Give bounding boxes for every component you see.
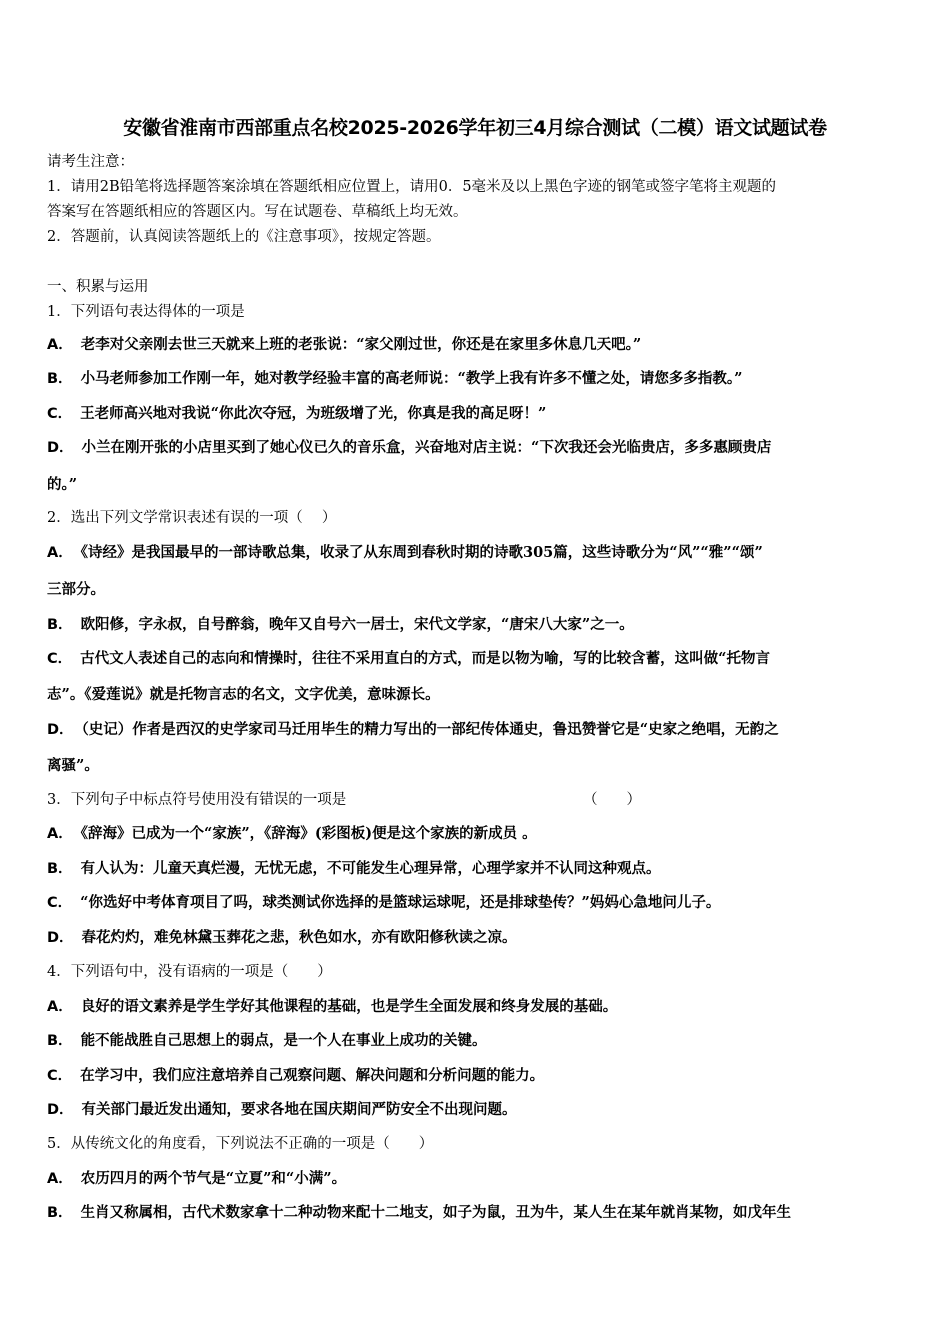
question-5-option-b (47, 1203, 791, 1223)
stem-emphasis: 不正确 (273, 1136, 318, 1152)
question-5-stem (47, 1134, 433, 1154)
question-3-option-b (47, 859, 661, 879)
question-4-stem (47, 962, 332, 982)
option-letter: A． (47, 545, 73, 561)
stem-text-end: 的一项是（ ） (317, 1136, 434, 1152)
question-3-option-d (47, 928, 517, 948)
option-letter: D． (47, 440, 74, 456)
stem-emphasis: 没有错误 (230, 792, 289, 808)
question-2-option-c (47, 649, 770, 669)
notice-heading: 请考生注意： (47, 154, 134, 170)
option-letter: C． (47, 651, 73, 667)
section-heading: 一、积累与运用 (47, 279, 149, 295)
option-text: 有人认为：儿童天真烂漫，无忧无虑，不可能发生心理异常，心理学家并不认同这种观点。 (80, 860, 661, 877)
question-2-stem (47, 508, 336, 528)
question-3-option-a (47, 824, 537, 844)
question-1-stem: 1．下列语句表达得体的一项是 (47, 304, 245, 320)
question-2-option-d (47, 720, 779, 740)
question-2-option-b (47, 615, 634, 635)
option-text: 老李对父亲刚去世三天就来上班的老张说：“家父刚过世，你还是在家里多休息几天吧。” (80, 336, 642, 353)
page-title: 安徽省淮南市西部重点名校2025-2026学年初三4月综合测试（二模）语文试题试卷 (123, 117, 827, 139)
stem-text-end: 的一项（ ） (244, 510, 337, 526)
option-letter: B． (47, 861, 73, 877)
option-letter: D． (47, 722, 74, 738)
question-2-option-d-continued: 离骚”。 (47, 757, 99, 774)
option-letter: B． (47, 617, 73, 633)
option-text: 古代文人表述自己的志向和情操时，往往不采用直白的方式，而是以物为喻，写的比较含蓄，这叫做“托物言 (80, 650, 770, 667)
question-1-option-d (47, 438, 771, 458)
option-text: 有关部门最近发出通知，要求各地在国庆期间严防安全不出现问题。 (81, 1101, 517, 1118)
stem-text: 5．从传统文化的角度看，下列说法 (47, 1136, 274, 1152)
option-letter: A． (47, 999, 73, 1015)
option-letter: B． (47, 1205, 73, 1221)
option-letter: B． (47, 1033, 73, 1049)
question-2-option-a (47, 543, 763, 563)
option-letter: C． (47, 1068, 73, 1084)
option-letter: B． (47, 371, 73, 387)
question-1-option-c (47, 404, 546, 424)
option-letter: A． (47, 1171, 73, 1187)
option-text: 能不能战胜自己思想上的弱点，是一个人在事业上成功的关键。 (80, 1032, 487, 1049)
answer-paren: （ ） (583, 792, 641, 808)
question-3-option-c (47, 893, 720, 913)
option-text: 《辞海》已成为一个“家族”，《辞海》(彩图板)便是这个家族的新成员 。 (80, 825, 537, 842)
option-letter: D． (47, 1102, 74, 1118)
question-5-option-a (47, 1169, 346, 1189)
option-text: “你选好中考体育项目了吗，球类测试你选择的是篮球运球呢，还是排球垫传？”妈妈心急地问儿子。 (80, 894, 721, 911)
option-letter: C． (47, 895, 73, 911)
option-text: （史记）作者是西汉的史学家司马迁用毕生的精力写出的一部纪传体通史，鲁迅赞誉它是“史家之绝唱，无韵之 (81, 721, 779, 738)
question-4-option-b (47, 1031, 487, 1051)
stem-text: 4．下列语句中， (47, 964, 158, 980)
notice-item-1-line-1: 1．请用2B铅笔将选择题答案涂填在答题纸相应位置上，请用0．5毫米及以上黑色字迹的钢笔或签字笔将主观题的 (47, 179, 777, 195)
question-3-stem (47, 790, 641, 810)
stem-text: 2．选出下列文学常识表述 (47, 510, 216, 526)
option-text: 春花灼灼，难免林黛玉葬花之悲，秋色如水，亦有欧阳修秋读之凉。 (81, 929, 517, 946)
stem-emphasis: 没有 (157, 964, 187, 980)
notice-item-1-line-2: 答案写在答题纸相应的答题区内。写在试题卷、草稿纸上均无效。 (47, 204, 468, 220)
notice-item-2: 2．答题前，认真阅读答题纸上的《注意事项》，按规定答题。 (47, 229, 441, 245)
option-letter: A． (47, 826, 73, 842)
stem-text-end: 语病的一项是（ ） (186, 964, 332, 980)
option-text: 《诗经》是我国最早的一部诗歌总集，收录了从东周到春秋时期的诗歌305篇，这些诗歌分为“风”“雅”“颂” (80, 544, 763, 561)
option-text: 王老师高兴地对我说“你此次夺冠，为班级增了光，你真是我的高足呀！” (80, 405, 547, 422)
question-2-option-c-continued: 志”。《爱莲说》就是托物言志的名文，文字优美，意味源长。 (47, 686, 440, 703)
question-4-option-c (47, 1066, 544, 1086)
question-1-option-d-continued: 的。” (47, 476, 78, 493)
stem-text: 3．下列句子中标点符号使用 (47, 792, 231, 808)
question-4-option-d (47, 1100, 517, 1120)
question-2-option-a-continued: 三部分。 (47, 581, 105, 598)
option-letter: C． (47, 406, 73, 422)
option-text: 生肖又称属相，古代术数家拿十二种动物来配十二地支，如子为鼠，丑为牛，某人生在某年就肖某物，如戊年生 (80, 1204, 792, 1221)
option-text: 小兰在刚开张的小店里买到了她心仪已久的音乐盒，兴奋地对店主说：“下次我还会光临贵店，多多惠顾贵店 (81, 439, 772, 456)
stem-text-end: 的一项是 (288, 792, 347, 808)
option-text: 农历四月的两个节气是“立夏”和“小满”。 (80, 1170, 347, 1187)
option-text: 小马老师参加工作刚一年，她对教学经验丰富的高老师说：“教学上我有许多不懂之处，请您多多指教。” (80, 370, 743, 387)
question-1-option-b (47, 369, 743, 389)
option-letter: A． (47, 337, 73, 353)
option-text: 欧阳修，字永叔，自号醉翁，晚年又自号六一居士，宋代文学家，“唐宋八大家”之一。 (80, 616, 634, 633)
option-text: 良好的语文素养是学生学好其他课程的基础，也是学生全面发展和终身发展的基础。 (80, 998, 618, 1015)
stem-emphasis: 有误 (215, 510, 245, 526)
question-4-option-a (47, 997, 617, 1017)
option-letter: D． (47, 930, 74, 946)
question-1-option-a (47, 335, 641, 355)
option-text: 在学习中，我们应注意培养自己观察问题、解决问题和分析问题的能力。 (80, 1067, 545, 1084)
